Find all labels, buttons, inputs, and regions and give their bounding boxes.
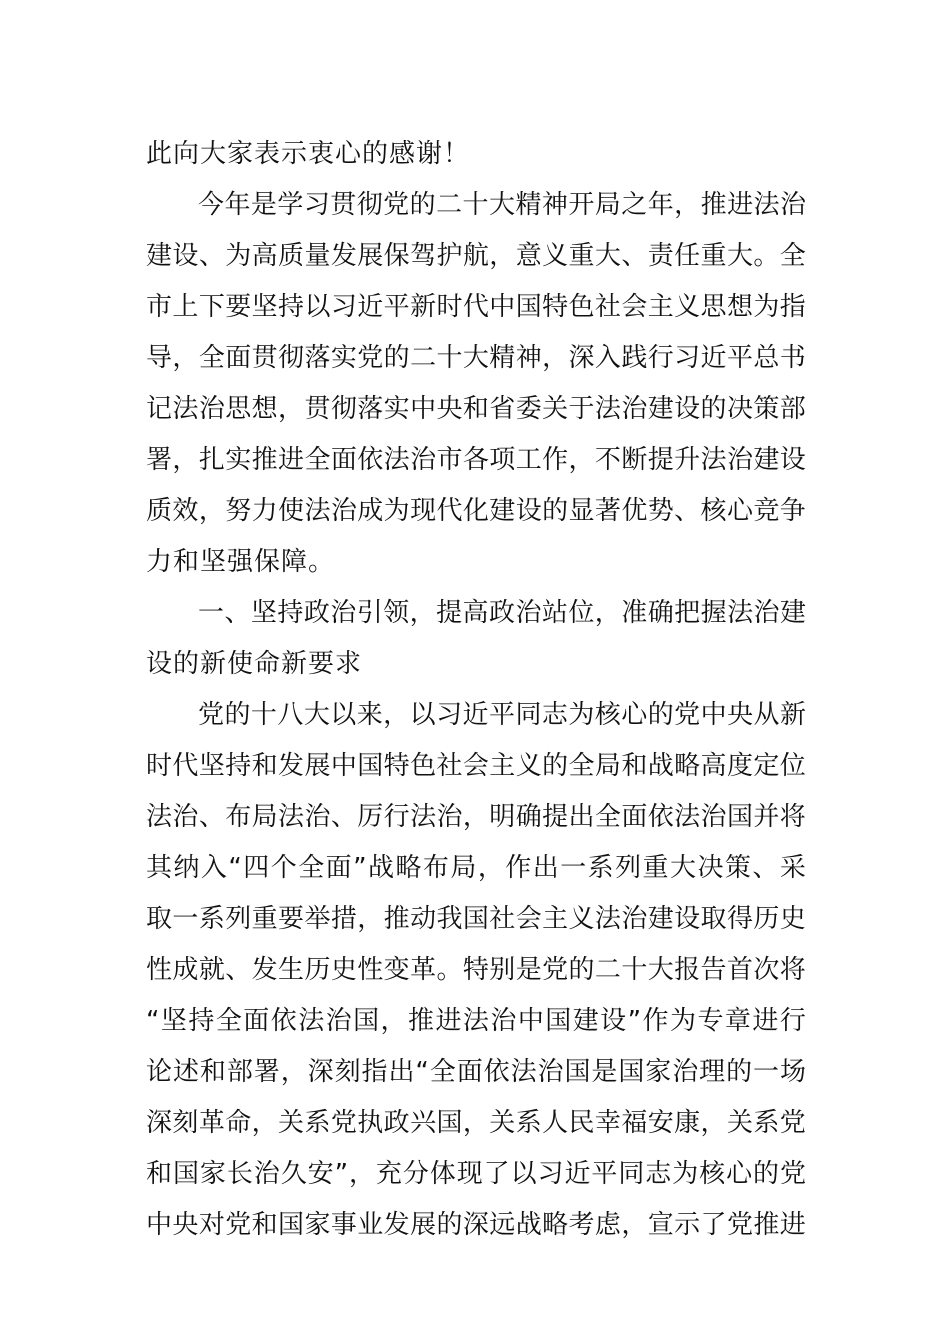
text-line: 和 国 家 长 治 久 安 ” ， 充 分 体 现 了 以 习 近 平 同 志 为 核 心 的 党 <box>146 1159 806 1189</box>
section-heading: 一 、 坚 持 政 治 引 领 ， 提 高 政 治 站 位 ， 准 确 把 握 法 治 建 <box>198 598 806 628</box>
paragraph-first-line: 党 的 十 八 大 以 来 ， 以 习 近 平 同 志 为 核 心 的 党 中 央 从 新 <box>198 700 806 730</box>
text-line: 法 治 、 布 局 法 治 、 厉 行 法 治 ， 明 确 提 出 全 面 依 法 治 国 并 将 <box>146 802 806 832</box>
paragraph-first-line: 今 年 是 学 习 贯 彻 党 的 二 十 大 精 神 开 局 之 年 ， 推 进 法 治 <box>198 190 806 220</box>
text-line: 论 述 和 部 署 ， 深 刻 指 出 “ 全 面 依 法 治 国 是 国 家 治 理 的 一 场 <box>146 1057 806 1087</box>
text-line: 中 央 对 党 和 国 家 事 业 发 展 的 深 远 战 略 考 虑 ， 宣 示 了 党 推 进 <box>146 1210 806 1240</box>
text-line: 导 ， 全 面 贯 彻 落 实 党 的 二 十 大 精 神 ， 深 入 践 行 习 近 平 总 书 <box>146 343 806 373</box>
text-line: 力和坚强保障。 <box>146 547 336 577</box>
text-line: 其 纳 入 “ 四 个 全 面 ” 战 略 布 局 ， 作 出 一 系 列 重 大 决 策 、 采 <box>146 853 806 883</box>
text-line: 取 一 系 列 重 要 举 措 ， 推 动 我 国 社 会 主 义 法 治 建 设 取 得 历 史 <box>146 904 806 934</box>
text-line: 此向大家表示衷心的感谢！ <box>146 139 471 169</box>
text-line: 性 成 就 、 发 生 历 史 性 变 革 。 特 别 是 党 的 二 十 大 报 告 首 次 将 <box>146 955 806 985</box>
text-line: 质 效 ， 努 力 使 法 治 成 为 现 代 化 建 设 的 显 著 优 势 、 核 心 竞 争 <box>146 496 806 526</box>
text-line: 署 ， 扎 实 推 进 全 面 依 法 治 市 各 项 工 作 ， 不 断 提 升 法 治 建 设 <box>146 445 806 475</box>
section-heading-continuation: 设的新使命新要求 <box>146 649 363 679</box>
text-line: 市 上 下 要 坚 持 以 习 近 平 新 时 代 中 国 特 色 社 会 主 义 思 想 为 指 <box>146 292 806 322</box>
text-line: “ 坚 持 全 面 依 法 治 国 ， 推 进 法 治 中 国 建 设 ” 作 为 专 章 进 行 <box>146 1006 806 1036</box>
text-line: 时 代 坚 持 和 发 展 中 国 特 色 社 会 主 义 的 全 局 和 战 略 高 度 定 位 <box>146 751 806 781</box>
text-line: 建 设 、 为 高 质 量 发 展 保 驾 护 航 ， 意 义 重 大 、 责 任 重 大 。 全 <box>146 241 806 271</box>
text-line: 记 法 治 思 想 ， 贯 彻 落 实 中 央 和 省 委 关 于 法 治 建 设 的 决 策 部 <box>146 394 806 424</box>
text-line: 深 刻 革 命 ， 关 系 党 执 政 兴 国 ， 关 系 人 民 幸 福 安 康 ， 关 系 党 <box>146 1108 806 1138</box>
